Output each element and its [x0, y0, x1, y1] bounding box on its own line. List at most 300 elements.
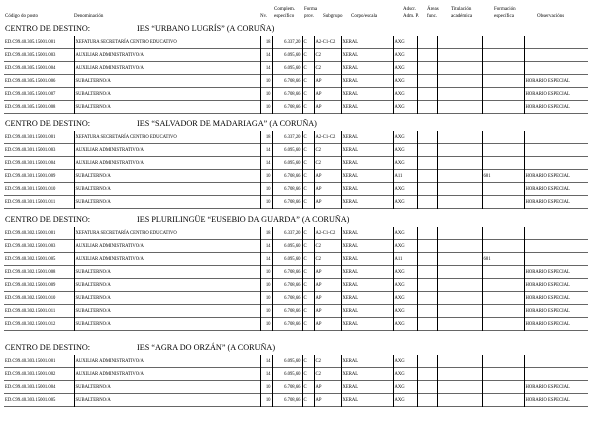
- cell-nivel: 10: [260, 279, 272, 292]
- cell-adscr: AXG: [393, 305, 417, 318]
- cell-complemento: 6.708,66: [272, 292, 302, 305]
- cell-formacion: [482, 394, 524, 407]
- cell-titulacion: [437, 394, 482, 407]
- cell-forma: C: [302, 381, 314, 394]
- cell-complemento: 6.708,66: [272, 170, 302, 183]
- cell-subgrupo: C2: [314, 253, 341, 266]
- cell-forma: C: [302, 196, 314, 209]
- cell-denominacion: XEFATURA SECRETARÍA CENTRO EDUCATIVO: [74, 227, 260, 240]
- section-center-name: IES “URBANO LUGRÍS” (A CORUÑA): [137, 24, 275, 33]
- cell-nivel: 10: [260, 381, 272, 394]
- cell-complemento: 6.095,60: [272, 157, 302, 170]
- cell-subgrupo: AP: [314, 196, 341, 209]
- cell-codigo: ED.C99.40.302.15001.011: [5, 308, 56, 314]
- cell-areas: [417, 101, 437, 114]
- cell-denominacion: AUXILIAR ADMINISTRATIVO/A: [74, 240, 260, 253]
- cell-denominacion: XEFATURA SECRETARÍA CENTRO EDUCATIVO: [74, 131, 260, 144]
- cell-titulacion: [437, 279, 482, 292]
- cell-denominacion: SUBALTERNO/A: [74, 381, 260, 394]
- cell-codigo: ED.C99.40.303.15001.001: [5, 358, 56, 364]
- cell-adscr: AXG: [393, 144, 417, 157]
- table-row: [4, 183, 588, 196]
- cell-corpo: XERAL: [341, 36, 393, 49]
- cell-areas: [417, 196, 437, 209]
- cell-adscr: AXG: [393, 227, 417, 240]
- cell-nivel: 10: [260, 292, 272, 305]
- table-row: [4, 279, 588, 292]
- cell-codigo: ED.C99.40.302.15001.010: [5, 295, 56, 301]
- cell-formacion: [482, 144, 524, 157]
- cell-formacion: [482, 62, 524, 75]
- cell-denominacion: SUBALTERNO/A: [74, 279, 260, 292]
- cell-denominacion: XEFATURA SECRETARÍA CENTRO EDUCATIVO: [74, 36, 260, 49]
- cell-observacions: HORARIO ESPECIAL: [524, 305, 588, 318]
- cell-forma: C: [302, 368, 314, 381]
- cell-adscr: AXG: [393, 394, 417, 407]
- cell-nivel: 10: [260, 196, 272, 209]
- cell-forma: C: [302, 131, 314, 144]
- cell-observacions: HORARIO ESPECIAL: [524, 75, 588, 88]
- cell-denominacion: AUXILIAR ADMINISTRATIVO/A: [74, 355, 260, 368]
- cell-complemento: 6.095,60: [272, 62, 302, 75]
- cell-formacion: [482, 381, 524, 394]
- cell-observacions: HORARIO ESPECIAL: [524, 101, 588, 114]
- cell-forma: C: [302, 318, 314, 331]
- cell-forma: C: [302, 144, 314, 157]
- cell-corpo: XERAL: [341, 88, 393, 101]
- cell-nivel: 18: [260, 36, 272, 49]
- cell-nivel: 18: [260, 131, 272, 144]
- cell-complemento: 6.337,20: [272, 36, 302, 49]
- cell-nivel: 10: [260, 318, 272, 331]
- cell-adscr: AXG: [393, 75, 417, 88]
- column-header: [0, 6, 615, 26]
- cell-observacions: HORARIO ESPECIAL: [524, 196, 588, 209]
- cell-forma: C: [302, 253, 314, 266]
- table-row: [4, 227, 588, 240]
- cell-formacion: [482, 75, 524, 88]
- cell-corpo: XERAL: [341, 101, 393, 114]
- cell-observacions: [524, 49, 588, 62]
- cell-areas: [417, 240, 437, 253]
- cell-observacions: [524, 144, 588, 157]
- cell-observacions: [524, 240, 588, 253]
- cell-areas: [417, 253, 437, 266]
- cell-denominacion: SUBALTERNO/A: [74, 305, 260, 318]
- cell-formacion: [482, 266, 524, 279]
- cell-observacions: [524, 368, 588, 381]
- header-academica: académica: [451, 14, 473, 19]
- cell-corpo: XERAL: [341, 62, 393, 75]
- cell-adscr: AXG: [393, 101, 417, 114]
- cell-subgrupo: AP: [314, 292, 341, 305]
- cell-formacion: [482, 101, 524, 114]
- cell-formacion: 681: [482, 170, 524, 183]
- cell-subgrupo: AP: [314, 279, 341, 292]
- cell-complemento: 6.708,66: [272, 305, 302, 318]
- cell-areas: [417, 75, 437, 88]
- table-row: [4, 62, 588, 75]
- cell-observacions: HORARIO ESPECIAL: [524, 381, 588, 394]
- cell-forma: C: [302, 75, 314, 88]
- table-row: [4, 101, 588, 114]
- cell-adscr: AXG: [393, 157, 417, 170]
- cell-subgrupo: C2: [314, 49, 341, 62]
- cell-adscr: AXG: [393, 318, 417, 331]
- cell-codigo: ED.C99.40.301.15001.004: [5, 160, 56, 166]
- table-row: [4, 292, 588, 305]
- section-title: [5, 343, 275, 352]
- cell-observacions: HORARIO ESPECIAL: [524, 170, 588, 183]
- cell-codigo: ED.C99.40.301.15001.011: [5, 199, 56, 205]
- cell-titulacion: [437, 292, 482, 305]
- cell-forma: C: [302, 183, 314, 196]
- cell-complemento: 6.708,66: [272, 381, 302, 394]
- cell-titulacion: [437, 253, 482, 266]
- cell-denominacion: SUBALTERNO/A: [74, 394, 260, 407]
- section-title: [5, 215, 349, 224]
- cell-codigo: ED.C99.40.305.15001.001: [5, 39, 56, 45]
- cell-forma: C: [302, 157, 314, 170]
- cell-titulacion: [437, 355, 482, 368]
- cell-subgrupo: AP: [314, 88, 341, 101]
- cell-nivel: 10: [260, 88, 272, 101]
- cell-nivel: 14: [260, 62, 272, 75]
- table-row: [4, 240, 588, 253]
- table-row: [4, 305, 588, 318]
- cell-observacions: [524, 355, 588, 368]
- table-row: [4, 266, 588, 279]
- cell-codigo: ED.C99.40.302.15001.003: [5, 243, 56, 249]
- cell-corpo: XERAL: [341, 157, 393, 170]
- table-row: [4, 157, 588, 170]
- cell-denominacion: SUBALTERNO/A: [74, 266, 260, 279]
- cell-adscr: A11: [393, 253, 417, 266]
- cell-areas: [417, 170, 437, 183]
- cell-codigo: ED.C99.40.301.15001.001: [5, 134, 56, 140]
- cell-subgrupo: AP: [314, 75, 341, 88]
- cell-adscr: AXG: [393, 36, 417, 49]
- cell-complemento: 6.708,66: [272, 88, 302, 101]
- cell-titulacion: [437, 196, 482, 209]
- cell-complemento: 6.337,20: [272, 227, 302, 240]
- cell-subgrupo: C2: [314, 144, 341, 157]
- cell-subgrupo: C2: [314, 355, 341, 368]
- cell-observacions: HORARIO ESPECIAL: [524, 279, 588, 292]
- cell-corpo: XERAL: [341, 368, 393, 381]
- header-especifico: específico: [274, 14, 295, 19]
- cell-areas: [417, 368, 437, 381]
- header-titulacion: Titulación: [451, 7, 472, 12]
- cell-corpo: XERAL: [341, 318, 393, 331]
- cell-observacions: HORARIO ESPECIAL: [524, 88, 588, 101]
- cell-observacions: [524, 227, 588, 240]
- table-row: [4, 355, 588, 368]
- cell-nivel: 10: [260, 305, 272, 318]
- cell-areas: [417, 266, 437, 279]
- cell-titulacion: [437, 381, 482, 394]
- cell-observacions: [524, 157, 588, 170]
- cell-titulacion: [437, 49, 482, 62]
- cell-formacion: [482, 305, 524, 318]
- cell-titulacion: [437, 240, 482, 253]
- cell-areas: [417, 49, 437, 62]
- cell-complemento: 6.708,66: [272, 75, 302, 88]
- cell-subgrupo: AP: [314, 183, 341, 196]
- table-row: [4, 88, 588, 101]
- cell-adscr: AXG: [393, 49, 417, 62]
- table-row: [4, 318, 588, 331]
- cell-adscr: AXG: [393, 88, 417, 101]
- cell-observacions: [524, 253, 588, 266]
- cell-codigo: ED.C99.40.303.15001.004: [5, 384, 56, 390]
- cell-codigo: ED.C99.40.303.15001.002: [5, 371, 56, 377]
- cell-forma: C: [302, 62, 314, 75]
- header-nivel: Nv.: [260, 14, 268, 19]
- cell-denominacion: SUBALTERNO/A: [74, 196, 260, 209]
- cell-areas: [417, 36, 437, 49]
- cell-formacion: [482, 196, 524, 209]
- header-func: func.: [427, 14, 438, 19]
- cell-corpo: XERAL: [341, 131, 393, 144]
- cell-titulacion: [437, 88, 482, 101]
- cell-codigo: ED.C99.40.305.15001.003: [5, 52, 56, 58]
- section-label: CENTRO DE DESTINO:: [5, 24, 91, 33]
- cell-forma: C: [302, 305, 314, 318]
- section-title: [5, 119, 317, 128]
- cell-nivel: 14: [260, 144, 272, 157]
- cell-titulacion: [437, 101, 482, 114]
- cell-nivel: 10: [260, 266, 272, 279]
- cell-corpo: XERAL: [341, 292, 393, 305]
- cell-titulacion: [437, 266, 482, 279]
- cell-forma: C: [302, 170, 314, 183]
- header-observacions: Observacións: [537, 14, 565, 19]
- cell-areas: [417, 131, 437, 144]
- cell-observacions: HORARIO ESPECIAL: [524, 394, 588, 407]
- cell-codigo: ED.C99.40.305.15001.004: [5, 65, 56, 71]
- cell-complemento: 6.708,66: [272, 279, 302, 292]
- cell-complemento: 6.708,66: [272, 101, 302, 114]
- cell-complemento: 6.708,66: [272, 183, 302, 196]
- cell-adscr: AXG: [393, 266, 417, 279]
- cell-subgrupo: C2: [314, 62, 341, 75]
- cell-subgrupo: AP: [314, 170, 341, 183]
- cell-subgrupo: AP: [314, 381, 341, 394]
- cell-codigo: ED.C99.40.301.15001.003: [5, 147, 56, 153]
- cell-denominacion: AUXILIAR ADMINISTRATIVO/A: [74, 157, 260, 170]
- cell-forma: C: [302, 88, 314, 101]
- cell-denominacion: SUBALTERNO/A: [74, 88, 260, 101]
- cell-denominacion: SUBALTERNO/A: [74, 101, 260, 114]
- table-row: [4, 196, 588, 209]
- cell-denominacion: AUXILIAR ADMINISTRATIVO/A: [74, 62, 260, 75]
- cell-formacion: [482, 355, 524, 368]
- table-row: [4, 253, 588, 266]
- cell-denominacion: SUBALTERNO/A: [74, 170, 260, 183]
- cell-formacion: [482, 36, 524, 49]
- cell-corpo: XERAL: [341, 240, 393, 253]
- cell-corpo: XERAL: [341, 279, 393, 292]
- cell-titulacion: [437, 368, 482, 381]
- cell-nivel: 10: [260, 101, 272, 114]
- cell-observacions: HORARIO ESPECIAL: [524, 292, 588, 305]
- header-adscr: Adscr.: [403, 7, 416, 12]
- cell-subgrupo: AP: [314, 394, 341, 407]
- cell-subgrupo: AP: [314, 318, 341, 331]
- cell-observacions: [524, 131, 588, 144]
- cell-complemento: 6.708,66: [272, 196, 302, 209]
- section-label: CENTRO DE DESTINO:: [5, 343, 91, 352]
- cell-forma: C: [302, 101, 314, 114]
- cell-adscr: AXG: [393, 368, 417, 381]
- cell-forma: C: [302, 394, 314, 407]
- cell-formacion: 681: [482, 253, 524, 266]
- section-center-name: IES “SALVADOR DE MADARIAGA” (A CORUÑA): [137, 119, 317, 128]
- section-label: CENTRO DE DESTINO:: [5, 119, 91, 128]
- cell-areas: [417, 305, 437, 318]
- cell-denominacion: AUXILIAR ADMINISTRATIVO/A: [74, 368, 260, 381]
- cell-nivel: 10: [260, 75, 272, 88]
- cell-complemento: 6.095,60: [272, 355, 302, 368]
- posts-table: [4, 131, 588, 209]
- cell-areas: [417, 62, 437, 75]
- cell-nivel: 14: [260, 368, 272, 381]
- cell-denominacion: AUXILIAR ADMINISTRATIVO/A: [74, 144, 260, 157]
- cell-subgrupo: A2-C1-C2: [314, 36, 341, 49]
- cell-subgrupo: C2: [314, 157, 341, 170]
- section-center-name: IES “AGRA DO ORZÁN” (A CORUÑA): [137, 343, 276, 352]
- cell-codigo: ED.C99.40.302.15001.001: [5, 230, 56, 236]
- posts-table: [4, 36, 588, 114]
- header-formacion: Formación: [494, 7, 516, 12]
- cell-forma: C: [302, 36, 314, 49]
- cell-areas: [417, 292, 437, 305]
- cell-titulacion: [437, 318, 482, 331]
- cell-areas: [417, 88, 437, 101]
- cell-titulacion: [437, 36, 482, 49]
- cell-areas: [417, 381, 437, 394]
- table-row: [4, 131, 588, 144]
- posts-table: [4, 227, 588, 331]
- cell-adscr: AXG: [393, 196, 417, 209]
- cell-titulacion: [437, 305, 482, 318]
- table-row: [4, 144, 588, 157]
- cell-forma: C: [302, 240, 314, 253]
- cell-areas: [417, 144, 437, 157]
- cell-areas: [417, 318, 437, 331]
- cell-codigo: ED.C99.40.305.15001.008: [5, 104, 56, 110]
- cell-corpo: XERAL: [341, 196, 393, 209]
- cell-denominacion: SUBALTERNO/A: [74, 75, 260, 88]
- table-row: [4, 394, 588, 407]
- cell-complemento: 6.708,66: [272, 318, 302, 331]
- cell-adscr: AXG: [393, 279, 417, 292]
- cell-denominacion: SUBALTERNO/A: [74, 183, 260, 196]
- cell-formacion: [482, 227, 524, 240]
- cell-subgrupo: AP: [314, 266, 341, 279]
- cell-complemento: 6.095,60: [272, 144, 302, 157]
- cell-corpo: XERAL: [341, 381, 393, 394]
- header-complemento: Complem.: [274, 7, 295, 12]
- cell-observacions: [524, 62, 588, 75]
- cell-complemento: 6.095,60: [272, 49, 302, 62]
- cell-corpo: XERAL: [341, 75, 393, 88]
- header-denominacion: Denominación: [74, 14, 104, 19]
- section-title: [5, 24, 274, 33]
- cell-forma: C: [302, 49, 314, 62]
- cell-titulacion: [437, 144, 482, 157]
- header-codigo: Código do posto: [5, 14, 39, 19]
- cell-nivel: 14: [260, 157, 272, 170]
- cell-adscr: AXG: [393, 381, 417, 394]
- header-admp: Adm. P.: [403, 14, 419, 19]
- header-formacion-especifica: específica: [494, 14, 514, 19]
- cell-subgrupo: A2-C1-C2: [314, 131, 341, 144]
- cell-areas: [417, 227, 437, 240]
- cell-complemento: 6.708,66: [272, 394, 302, 407]
- header-subgrupo: Subgrupo: [323, 14, 343, 19]
- cell-adscr: AXG: [393, 183, 417, 196]
- cell-codigo: ED.C99.40.301.15001.009: [5, 173, 56, 179]
- cell-codigo: ED.C99.40.303.15001.005: [5, 397, 56, 403]
- cell-titulacion: [437, 170, 482, 183]
- cell-nivel: 10: [260, 170, 272, 183]
- cell-titulacion: [437, 227, 482, 240]
- cell-corpo: XERAL: [341, 253, 393, 266]
- section-center-name: IES PLURILINGÜE “EUSEBIO DA GUARDA” (A CORUÑA): [137, 215, 350, 224]
- cell-complemento: 6.708,66: [272, 266, 302, 279]
- table-row: [4, 381, 588, 394]
- table-row: [4, 170, 588, 183]
- cell-subgrupo: A2-C1-C2: [314, 227, 341, 240]
- header-forma: Forma: [304, 7, 318, 12]
- cell-areas: [417, 157, 437, 170]
- cell-corpo: XERAL: [341, 305, 393, 318]
- cell-areas: [417, 183, 437, 196]
- cell-titulacion: [437, 62, 482, 75]
- cell-formacion: [482, 318, 524, 331]
- cell-corpo: XERAL: [341, 227, 393, 240]
- cell-nivel: 10: [260, 183, 272, 196]
- table-row: [4, 368, 588, 381]
- cell-subgrupo: C2: [314, 368, 341, 381]
- cell-nivel: 10: [260, 394, 272, 407]
- cell-adscr: AXG: [393, 355, 417, 368]
- cell-complemento: 6.095,60: [272, 368, 302, 381]
- cell-codigo: ED.C99.40.301.15001.010: [5, 186, 56, 192]
- cell-codigo: ED.C99.40.302.15001.012: [5, 321, 56, 327]
- cell-subgrupo: AP: [314, 305, 341, 318]
- cell-corpo: XERAL: [341, 394, 393, 407]
- header-areas: Áreas: [427, 7, 439, 12]
- cell-corpo: XERAL: [341, 49, 393, 62]
- cell-areas: [417, 279, 437, 292]
- cell-observacions: [524, 36, 588, 49]
- cell-observacions: HORARIO ESPECIAL: [524, 183, 588, 196]
- cell-adscr: AXG: [393, 131, 417, 144]
- cell-formacion: [482, 131, 524, 144]
- table-row: [4, 75, 588, 88]
- cell-codigo: ED.C99.40.305.15001.007: [5, 91, 56, 97]
- cell-codigo: ED.C99.40.305.15001.006: [5, 78, 56, 84]
- cell-nivel: 18: [260, 227, 272, 240]
- cell-forma: C: [302, 292, 314, 305]
- header-corpo: Corpo/escala: [351, 14, 378, 19]
- cell-titulacion: [437, 157, 482, 170]
- cell-titulacion: [437, 131, 482, 144]
- cell-adscr: A11: [393, 170, 417, 183]
